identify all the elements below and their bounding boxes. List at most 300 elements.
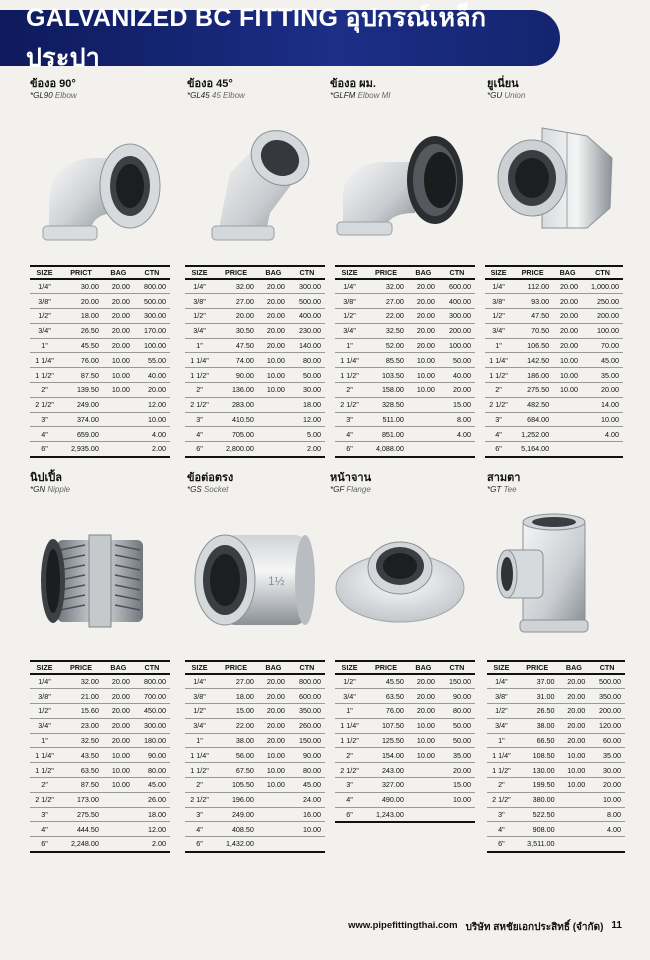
ctn-cell: 600.00 [289, 689, 325, 704]
ctn-cell: 80.00 [439, 704, 475, 719]
price-cell: 32.00 [214, 279, 258, 294]
bag-cell: 10.00 [258, 368, 289, 383]
ctn-cell: 300.00 [134, 718, 170, 733]
ctn-cell: 500.00 [289, 294, 325, 309]
ctn-cell: 700.00 [134, 689, 170, 704]
ctn-cell: 300.00 [289, 279, 325, 294]
bag-cell: 10.00 [408, 748, 439, 763]
size-cell: 1 1/4" [487, 748, 516, 763]
ctn-cell [589, 837, 625, 852]
price-cell: 199.50 [516, 778, 559, 793]
table-row [335, 338, 475, 353]
tee-price-table [487, 660, 625, 853]
price-cell: 108.50 [516, 748, 559, 763]
size-cell: 1 1/2" [30, 763, 59, 778]
product-union [487, 78, 637, 101]
ctn-cell: 10.00 [589, 792, 625, 807]
flange-image [335, 520, 465, 630]
price-cell: 31.00 [516, 689, 559, 704]
col-header: SIZE [185, 661, 214, 674]
bag-cell: 20.00 [103, 323, 134, 338]
table-row [185, 718, 325, 733]
table-row [185, 792, 325, 807]
table-row [487, 733, 625, 748]
ctn-cell: 450.00 [134, 704, 170, 719]
table-row [185, 338, 325, 353]
table-row [485, 427, 623, 442]
size-cell: 1" [485, 338, 512, 353]
ctn-cell: 180.00 [134, 733, 170, 748]
table-row [185, 733, 325, 748]
size-cell: 1/4" [185, 674, 214, 689]
elbow-mi-image [335, 118, 470, 246]
size-cell: 1 1/2" [335, 368, 364, 383]
bag-cell: 10.00 [408, 383, 439, 398]
size-cell: 1 1/4" [185, 353, 214, 368]
bag-cell: 20.00 [103, 309, 134, 324]
price-cell: 43.50 [59, 748, 103, 763]
size-cell: 2" [335, 748, 364, 763]
bag-cell [103, 822, 134, 837]
ctn-cell: 120.00 [589, 718, 625, 733]
bag-cell [408, 427, 439, 442]
size-cell: 1 1/4" [30, 748, 59, 763]
table-row [335, 412, 475, 427]
table-row [487, 748, 625, 763]
bag-cell: 20.00 [559, 674, 590, 689]
size-cell: 2 1/2" [185, 397, 214, 412]
ctn-cell: 55.00 [134, 353, 170, 368]
table-row [485, 368, 623, 383]
table-row [30, 807, 170, 822]
size-cell: 1/4" [335, 279, 364, 294]
size-cell: 2" [335, 383, 364, 398]
price-cell: 32.50 [364, 323, 408, 338]
price-cell: 15.00 [214, 704, 258, 719]
table-row [30, 718, 170, 733]
size-cell: 1/2" [335, 309, 364, 324]
table-row [185, 689, 325, 704]
elbow-45-image [190, 118, 320, 246]
svg-text:1½: 1½ [268, 574, 285, 588]
ctn-cell: 26.00 [134, 792, 170, 807]
bag-cell: 10.00 [408, 353, 439, 368]
table-row [335, 383, 475, 398]
table-row [335, 689, 475, 704]
table-row [485, 412, 623, 427]
bag-cell: 20.00 [103, 338, 134, 353]
price-cell: 45.50 [364, 674, 408, 689]
size-cell: 4" [335, 427, 364, 442]
bag-cell: 20.00 [553, 323, 582, 338]
bag-cell [258, 442, 289, 457]
price-cell: 374.00 [59, 412, 103, 427]
price-cell: 20.00 [214, 309, 258, 324]
ctn-cell: 15.00 [439, 397, 475, 412]
size-cell: 6" [335, 807, 364, 822]
ctn-cell: 35.00 [582, 368, 623, 383]
price-cell: 32.00 [364, 279, 408, 294]
price-cell: 908.00 [516, 822, 559, 837]
ctn-cell: 45.00 [582, 353, 623, 368]
nipple-image [35, 515, 165, 635]
price-cell: 851.00 [364, 427, 408, 442]
price-cell: 47.50 [214, 338, 258, 353]
ctn-cell: 20.00 [439, 383, 475, 398]
bag-cell [553, 427, 582, 442]
product-name: ข้อต่อตรง [187, 472, 234, 484]
ctn-cell: 50.00 [439, 718, 475, 733]
table-row [335, 309, 475, 324]
bag-cell: 10.00 [408, 718, 439, 733]
bag-cell [553, 442, 582, 457]
size-cell: 2 1/2" [185, 792, 214, 807]
price-cell: 249.00 [214, 807, 258, 822]
bag-cell: 10.00 [553, 368, 582, 383]
price-cell: 67.50 [214, 763, 258, 778]
nipple-price-table [30, 660, 170, 853]
size-cell: 4" [185, 822, 214, 837]
bag-cell: 10.00 [103, 748, 134, 763]
price-cell: 511.00 [364, 412, 408, 427]
table-row [185, 353, 325, 368]
ctn-cell: 40.00 [134, 368, 170, 383]
ctn-cell: 50.00 [289, 368, 325, 383]
price-cell: 76.00 [59, 353, 103, 368]
product-code: *GS Socket [187, 485, 229, 494]
product-name: หน้าจาน [330, 472, 372, 484]
table-row [185, 397, 325, 412]
product-name: ข้องอ 45° [187, 78, 233, 90]
price-cell: 142.50 [512, 353, 553, 368]
bag-cell: 20.00 [103, 718, 134, 733]
socket-image [190, 515, 320, 635]
price-cell: 522.50 [516, 807, 559, 822]
price-cell: 37.00 [516, 674, 559, 689]
ctn-cell: 4.00 [439, 427, 475, 442]
ctn-cell: 150.00 [439, 674, 475, 689]
col-header: PRICT [59, 266, 103, 279]
size-cell: 3/4" [485, 323, 512, 338]
bag-cell: 20.00 [258, 689, 289, 704]
price-cell: 249.00 [59, 397, 103, 412]
price-cell: 139.50 [59, 383, 103, 398]
price-cell: 23.00 [59, 718, 103, 733]
price-cell: 87.50 [59, 368, 103, 383]
table-row [30, 792, 170, 807]
size-cell: 3/4" [487, 718, 516, 733]
ctn-cell: 800.00 [289, 674, 325, 689]
table-row [485, 294, 623, 309]
size-cell: 1 1/2" [335, 733, 364, 748]
table-row [487, 689, 625, 704]
ctn-cell: 2.00 [289, 442, 325, 457]
table-row [185, 279, 325, 294]
table-row [30, 822, 170, 837]
size-cell: 1" [335, 338, 364, 353]
ctn-cell: 80.00 [134, 763, 170, 778]
table-row [185, 323, 325, 338]
price-cell: 125.50 [364, 733, 408, 748]
ctn-cell: 100.00 [582, 323, 623, 338]
table-row [487, 763, 625, 778]
table-row [335, 763, 475, 778]
ctn-cell [439, 442, 475, 457]
product-code: *GL45 45 Elbow [187, 91, 245, 100]
page-footer [348, 920, 622, 935]
website-link[interactable]: www.pipefittingthai.com [348, 920, 458, 931]
ctn-cell: 20.00 [582, 383, 623, 398]
col-header: PRICE [364, 661, 408, 674]
bag-cell: 20.00 [103, 733, 134, 748]
price-cell: 5,164.00 [512, 442, 553, 457]
table-row [485, 397, 623, 412]
size-cell: 1/2" [185, 704, 214, 719]
price-cell: 38.00 [516, 718, 559, 733]
ctn-cell: 200.00 [439, 323, 475, 338]
price-cell: 106.50 [512, 338, 553, 353]
col-header: BAG [408, 266, 439, 279]
bag-cell: 20.00 [258, 704, 289, 719]
table-row [185, 427, 325, 442]
product-elbow-90 [30, 78, 180, 101]
col-header: PRICE [512, 266, 553, 279]
size-cell: 1" [30, 338, 59, 353]
ctn-cell: 18.00 [134, 807, 170, 822]
size-cell: 3/8" [30, 294, 59, 309]
size-cell: 1 1/4" [485, 353, 512, 368]
price-cell: 2,800.00 [214, 442, 258, 457]
size-cell: 3" [335, 412, 364, 427]
size-cell: 1 1/4" [335, 718, 364, 733]
col-header: CTN [289, 661, 325, 674]
ctn-cell: 35.00 [589, 748, 625, 763]
bag-cell: 20.00 [103, 704, 134, 719]
bag-cell [103, 837, 134, 852]
product-code: *GLFM Elbow MI [330, 91, 391, 100]
col-header: SIZE [487, 661, 516, 674]
ctn-cell: 45.00 [134, 778, 170, 793]
size-cell: 2" [487, 778, 516, 793]
price-cell: 45.50 [59, 338, 103, 353]
ctn-cell: 200.00 [589, 704, 625, 719]
bag-cell: 10.00 [103, 353, 134, 368]
table-row [30, 733, 170, 748]
size-cell: 2 1/2" [335, 763, 364, 778]
size-cell: 2" [485, 383, 512, 398]
table-row [30, 309, 170, 324]
product-code: *GF Flange [330, 485, 371, 494]
ctn-cell: 12.00 [289, 412, 325, 427]
size-cell: 3/8" [185, 689, 214, 704]
bag-cell [103, 807, 134, 822]
product-name: สามตา [487, 472, 521, 484]
bag-cell: 20.00 [408, 704, 439, 719]
price-cell: 103.50 [364, 368, 408, 383]
price-cell: 66.50 [516, 733, 559, 748]
bag-cell: 20.00 [553, 309, 582, 324]
table-row [185, 442, 325, 457]
ctn-cell: 14.00 [582, 397, 623, 412]
table-row [485, 323, 623, 338]
price-cell: 27.00 [364, 294, 408, 309]
bag-cell [258, 807, 289, 822]
price-cell: 30.50 [214, 323, 258, 338]
size-cell: 4" [485, 427, 512, 442]
price-cell: 4,088.00 [364, 442, 408, 457]
bag-cell: 20.00 [258, 674, 289, 689]
price-cell: 410.50 [214, 412, 258, 427]
size-cell: 1/2" [30, 309, 59, 324]
col-header: CTN [134, 266, 170, 279]
price-cell: 196.00 [214, 792, 258, 807]
union-image [492, 118, 617, 238]
ctn-cell [439, 807, 475, 822]
ctn-cell: 50.00 [439, 733, 475, 748]
bag-cell: 10.00 [408, 733, 439, 748]
table-row [335, 704, 475, 719]
table-row [30, 427, 170, 442]
ctn-cell: 4.00 [589, 822, 625, 837]
price-cell: 26.50 [516, 704, 559, 719]
size-cell: 3/8" [30, 689, 59, 704]
bag-cell: 10.00 [258, 383, 289, 398]
bag-cell: 20.00 [408, 689, 439, 704]
bag-cell [553, 412, 582, 427]
price-cell: 283.00 [214, 397, 258, 412]
price-cell: 1,243.00 [364, 807, 408, 822]
table-row [185, 778, 325, 793]
bag-cell: 10.00 [553, 383, 582, 398]
size-cell: 3" [335, 778, 364, 793]
ctn-cell: 90.00 [289, 748, 325, 763]
ctn-cell: 35.00 [439, 748, 475, 763]
product-nipple [30, 472, 180, 495]
col-header: BAG [559, 661, 590, 674]
size-cell: 1/2" [30, 704, 59, 719]
ctn-cell: 500.00 [589, 674, 625, 689]
bag-cell: 20.00 [559, 689, 590, 704]
bag-cell: 20.00 [408, 323, 439, 338]
size-cell: 3/8" [485, 294, 512, 309]
bag-cell [408, 763, 439, 778]
bag-cell: 20.00 [258, 338, 289, 353]
size-cell: 2" [185, 778, 214, 793]
price-cell: 52.00 [364, 338, 408, 353]
bag-cell: 20.00 [258, 309, 289, 324]
size-cell: 3/4" [335, 323, 364, 338]
product-code: *GN Nipple [30, 485, 71, 494]
size-cell: 1" [185, 733, 214, 748]
bag-cell: 20.00 [103, 279, 134, 294]
size-cell: 1/4" [30, 279, 59, 294]
ctn-cell: 80.00 [289, 763, 325, 778]
ctn-cell: 24.00 [289, 792, 325, 807]
size-cell: 4" [487, 822, 516, 837]
size-cell: 2" [30, 383, 59, 398]
price-cell: 87.50 [59, 778, 103, 793]
bag-cell: 20.00 [258, 294, 289, 309]
col-header: BAG [408, 661, 439, 674]
bag-cell: 20.00 [553, 279, 582, 294]
table-row [30, 338, 170, 353]
price-cell: 705.00 [214, 427, 258, 442]
table-row [485, 383, 623, 398]
price-cell: 380.00 [516, 792, 559, 807]
table-row [185, 704, 325, 719]
bag-cell: 20.00 [553, 294, 582, 309]
size-cell: 2 1/2" [30, 397, 59, 412]
product-elbow-45 [187, 78, 337, 101]
ctn-cell: 300.00 [134, 309, 170, 324]
price-cell: 173.00 [59, 792, 103, 807]
size-cell: 1/2" [335, 674, 364, 689]
size-cell: 1/2" [485, 309, 512, 324]
col-header: CTN [134, 661, 170, 674]
title-banner [0, 4, 560, 72]
col-header: SIZE [30, 661, 59, 674]
size-cell: 3" [185, 412, 214, 427]
price-cell: 2,248.00 [59, 837, 103, 852]
table-row [485, 309, 623, 324]
size-cell: 2 1/2" [487, 792, 516, 807]
table-row [485, 338, 623, 353]
ctn-cell: 45.00 [289, 778, 325, 793]
price-cell: 15.60 [59, 704, 103, 719]
ctn-cell: 170.00 [134, 323, 170, 338]
product-flange [330, 472, 480, 495]
bag-cell [258, 837, 289, 852]
size-cell: 2 1/2" [335, 397, 364, 412]
table-row [487, 674, 625, 689]
ctn-cell: 15.00 [439, 778, 475, 793]
price-cell: 70.50 [512, 323, 553, 338]
col-header: SIZE [185, 266, 214, 279]
table-row [30, 368, 170, 383]
ctn-cell: 30.00 [589, 763, 625, 778]
table-row [30, 442, 170, 457]
size-cell: 4" [30, 822, 59, 837]
size-cell: 1/4" [185, 279, 214, 294]
price-cell: 85.50 [364, 353, 408, 368]
bag-cell [103, 792, 134, 807]
price-cell: 21.00 [59, 689, 103, 704]
bag-cell: 20.00 [408, 279, 439, 294]
bag-cell: 20.00 [103, 674, 134, 689]
table-row [185, 748, 325, 763]
bag-cell: 20.00 [408, 674, 439, 689]
ctn-cell: 500.00 [134, 294, 170, 309]
price-cell: 327.00 [364, 778, 408, 793]
price-cell: 93.00 [512, 294, 553, 309]
ctn-cell: 40.00 [439, 368, 475, 383]
table-row [185, 837, 325, 852]
table-row [30, 689, 170, 704]
col-header: CTN [289, 266, 325, 279]
table-row [335, 294, 475, 309]
ctn-cell: 300.00 [439, 309, 475, 324]
price-cell: 18.00 [214, 689, 258, 704]
bag-cell [408, 778, 439, 793]
size-cell: 1" [335, 704, 364, 719]
size-cell: 3/4" [30, 718, 59, 733]
ctn-cell: 60.00 [589, 733, 625, 748]
table-row [30, 837, 170, 852]
ctn-cell: 4.00 [582, 427, 623, 442]
product-code: *GU Union [487, 91, 526, 100]
bag-cell: 10.00 [559, 778, 590, 793]
price-cell: 243.00 [364, 763, 408, 778]
